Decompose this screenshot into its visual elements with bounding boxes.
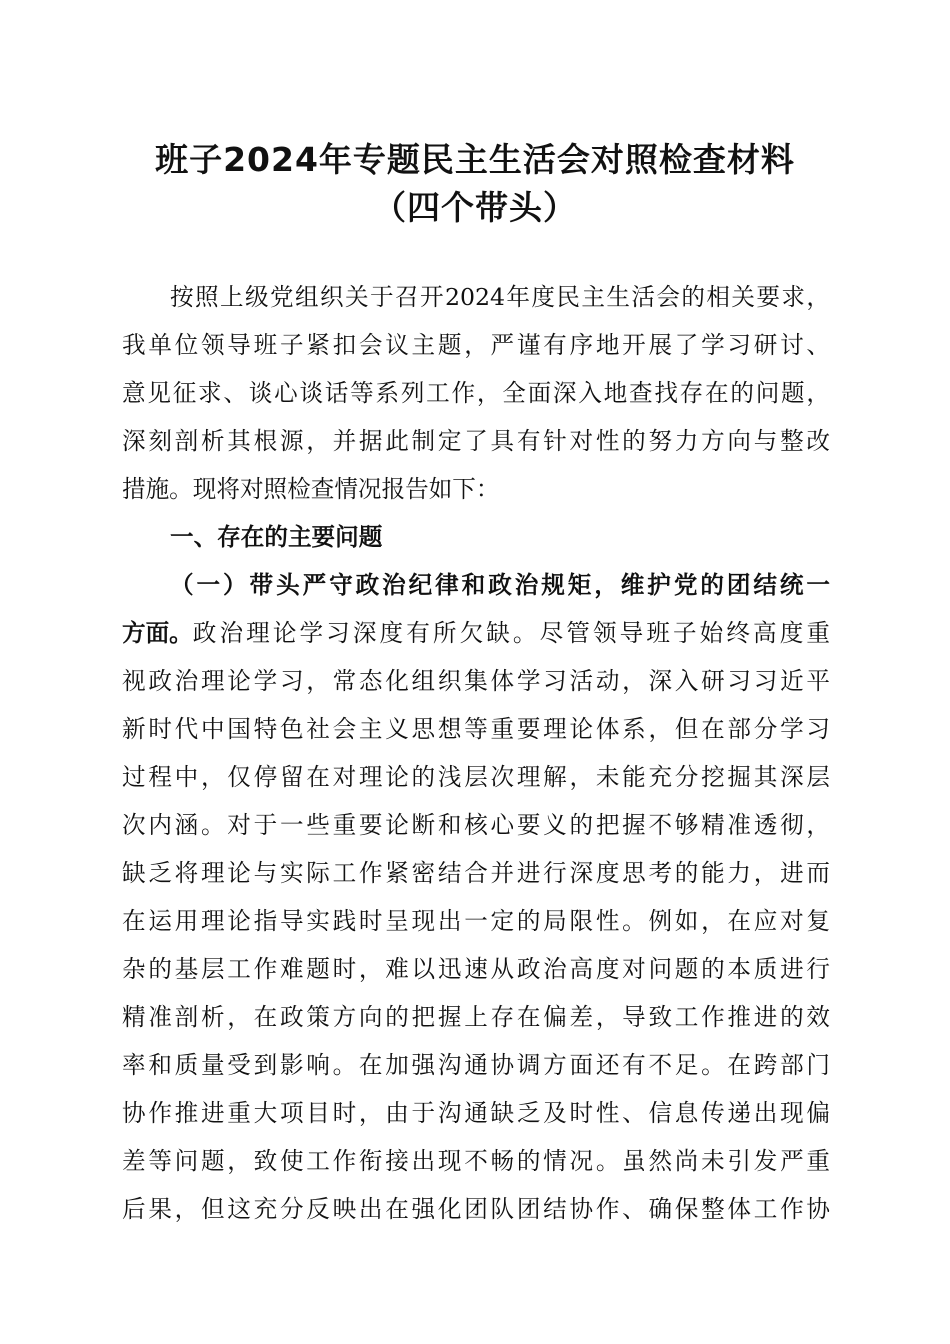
body-line: 缺乏将理论与实际工作紧密结合并进行深度思考的能力，进而	[122, 859, 830, 887]
document-title: 班子2024年专题民主生活会对照检查材料	[155, 140, 795, 179]
intro-line-3: 意见征求、谈心谈话等系列工作，全面深入地查找存在的问题，	[122, 379, 830, 407]
body-line: 视政治理论学习，常态化组织集体学习活动，深入研习习近平	[122, 667, 830, 695]
body-line: 精准剖析，在政策方向的把握上存在偏差，导致工作推进的效	[122, 1003, 830, 1031]
body-line: 次内涵。对于一些重要论断和核心要义的把握不够精准透彻，	[122, 811, 830, 839]
intro-line-1: 按照上级党组织关于召开2024年度民主生活会的相关要求，	[170, 283, 830, 311]
intro-line-2: 我单位领导班子紧扣会议主题，严谨有序地开展了学习研讨、	[122, 331, 830, 359]
body-line: 率和质量受到影响。在加强沟通协调方面还有不足。在跨部门	[122, 1051, 830, 1079]
body-line: 差等问题，致使工作衔接出现不畅的情况。虽然尚未引发严重	[122, 1147, 830, 1175]
body-line: 过程中，仅停留在对理论的浅层次理解，未能充分挖掘其深层	[122, 763, 830, 791]
subsection-body-start: 政治理论学习深度有所欠缺。尽管领导班子始终高度重	[192, 619, 830, 647]
intro-line-4: 深刻剖析其根源，并据此制定了具有针对性的努力方向与整改	[122, 427, 830, 455]
subsection-lead: （一）带头严守政治纪律和政治规矩，维护党的团结统一	[170, 571, 830, 599]
intro-line-5: 措施。现将对照检查情况报告如下：	[122, 475, 500, 503]
section-heading: 一、存在的主要问题	[170, 523, 383, 551]
body-line: 新时代中国特色社会主义思想等重要理论体系，但在部分学习	[122, 715, 830, 743]
subsection-line-2	[122, 618, 830, 648]
document-subtitle: （四个带头）	[373, 188, 577, 227]
body-line: 杂的基层工作难题时，难以迅速从政治高度对问题的本质进行	[122, 955, 830, 983]
body-line: 协作推进重大项目时，由于沟通缺乏及时性、信息传递出现偏	[122, 1099, 830, 1127]
subsection-lead-end: 方面。	[122, 619, 193, 647]
body-line: 在运用理论指导实践时呈现出一定的局限性。例如，在应对复	[122, 907, 830, 935]
body-line: 后果，但这充分反映出在强化团队团结协作、确保整体工作协	[122, 1195, 830, 1223]
